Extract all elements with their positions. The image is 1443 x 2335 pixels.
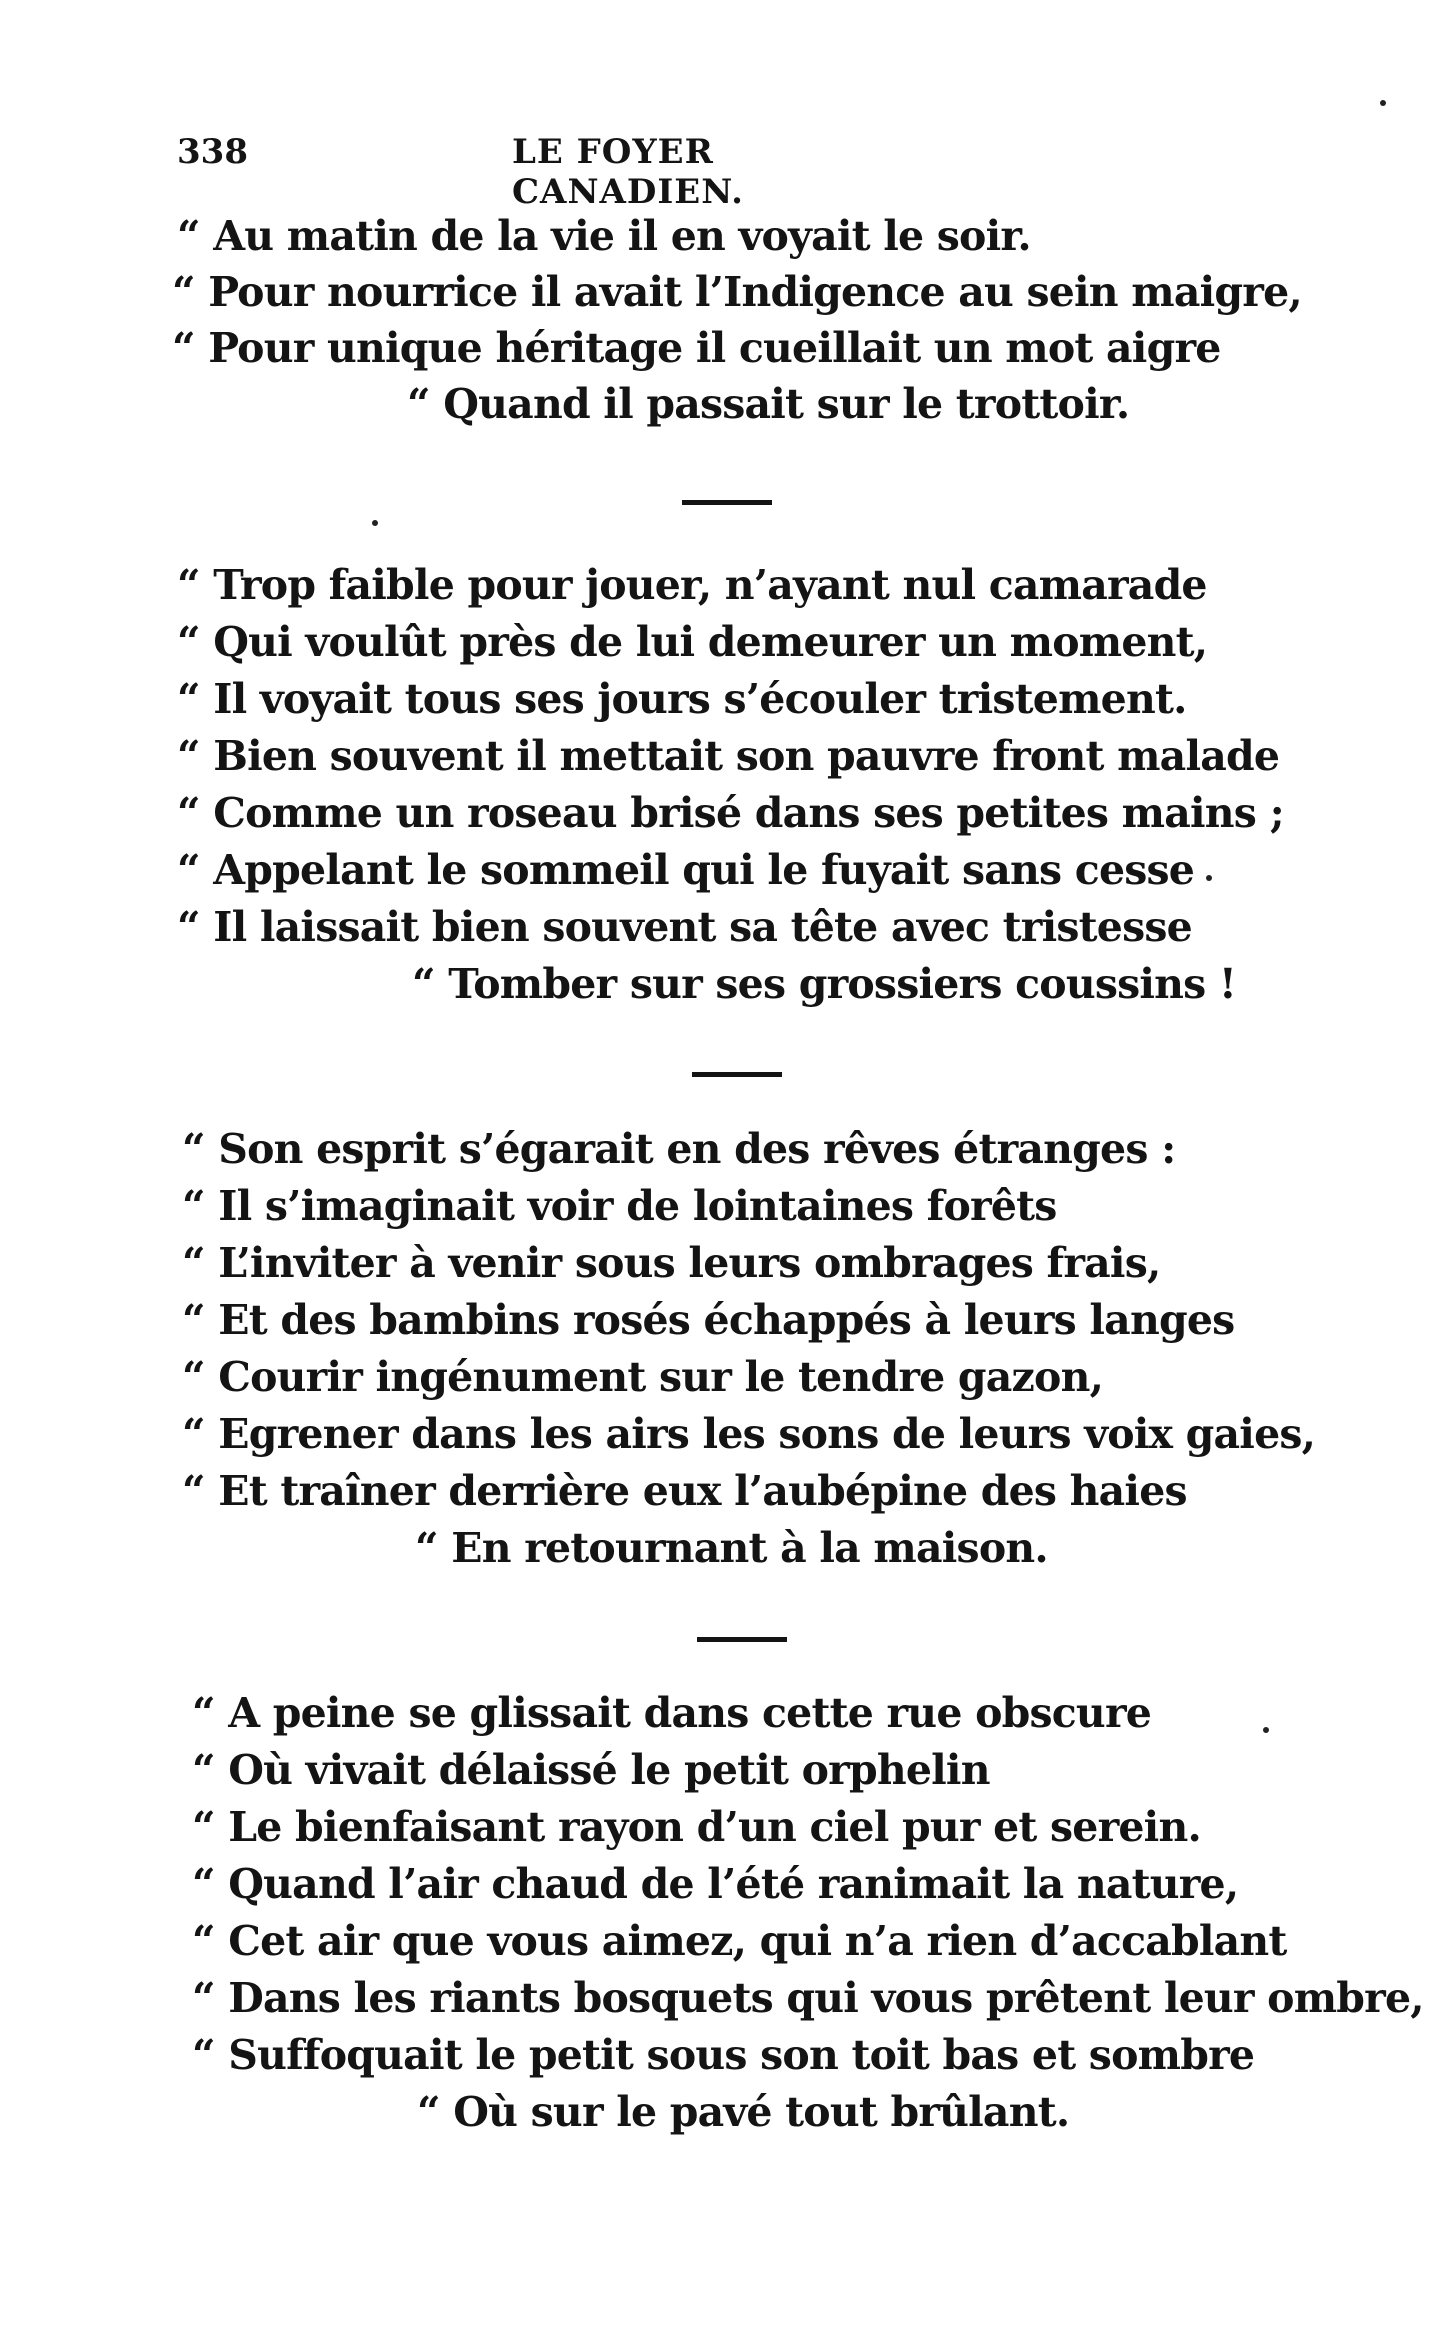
verse-line: “ Dans les riants bosquets qui vous prêtent leur ombre,	[192, 1974, 1424, 2022]
verse-line: “ Il voyait tous ses jours s’écouler tristement.	[177, 675, 1187, 723]
verse-line: “ Et des bambins rosés échappés à leurs langes	[182, 1296, 1235, 1344]
verse-line: “ Où sur le pavé tout brûlant.	[417, 2088, 1070, 2136]
verse-line: “ Trop faible pour jouer, n’ayant nul camarade	[177, 561, 1207, 609]
section-divider	[697, 1637, 787, 1642]
verse-line: “ Quand l’air chaud de l’été ranimait la nature,	[192, 1860, 1239, 1908]
verse-line: “ Courir ingénument sur le tendre gazon,	[182, 1353, 1104, 1401]
section-divider	[682, 500, 772, 505]
verse-line: “ L’inviter à venir sous leurs ombrages frais,	[182, 1239, 1161, 1287]
verse-line: “ Pour nourrice il avait l’Indigence au sein maigre,	[172, 268, 1302, 316]
verse-line: “ Il laissait bien souvent sa tête avec tristesse	[177, 903, 1192, 951]
verse-line: “ Quand il passait sur le trottoir.	[407, 380, 1130, 428]
verse-line: “ Cet air que vous aimez, qui n’a rien d’accablant	[192, 1917, 1287, 1965]
verse-line: “ Egrener dans les airs les sons de leurs voix gaies,	[182, 1410, 1316, 1458]
scan-speck	[1263, 1727, 1269, 1733]
verse-line: “ Au matin de la vie il en voyait le soir.	[177, 212, 1031, 260]
verse-line: “ Et traîner derrière eux l’aubépine des haies	[182, 1467, 1187, 1515]
scan-speck	[1380, 100, 1386, 106]
verse-line: “ En retournant à la maison.	[415, 1524, 1048, 1572]
page-header	[177, 132, 957, 212]
running-title: LE FOYER CANADIEN.	[512, 132, 744, 212]
verse-line: “ Tomber sur ses grossiers coussins !	[412, 960, 1237, 1008]
page-number: 338	[177, 132, 248, 172]
scan-speck	[372, 520, 378, 526]
verse-line: “ Il s’imaginait voir de lointaines forêts	[182, 1182, 1057, 1230]
section-divider	[692, 1072, 782, 1077]
verse-line: “ Bien souvent il mettait son pauvre front malade	[177, 732, 1280, 780]
verse-line: “ Appelant le sommeil qui le fuyait sans cesse	[177, 846, 1195, 894]
verse-line: “ Suffoquait le petit sous son toit bas et sombre	[192, 2031, 1255, 2079]
verse-line: “ A peine se glissait dans cette rue obscure	[192, 1689, 1152, 1737]
verse-line: “ Qui voulût près de lui demeurer un moment,	[177, 618, 1208, 666]
verse-line: “ Comme un roseau brisé dans ses petites mains ;	[177, 789, 1284, 837]
verse-line: “ Son esprit s’égarait en des rêves étranges :	[182, 1125, 1176, 1173]
verse-line: “ Le bienfaisant rayon d’un ciel pur et serein.	[192, 1803, 1201, 1851]
verse-line: “ Pour unique héritage il cueillait un mot aigre	[172, 324, 1221, 372]
scan-speck	[1206, 875, 1212, 881]
verse-line: “ Où vivait délaissé le petit orphelin	[192, 1746, 990, 1794]
